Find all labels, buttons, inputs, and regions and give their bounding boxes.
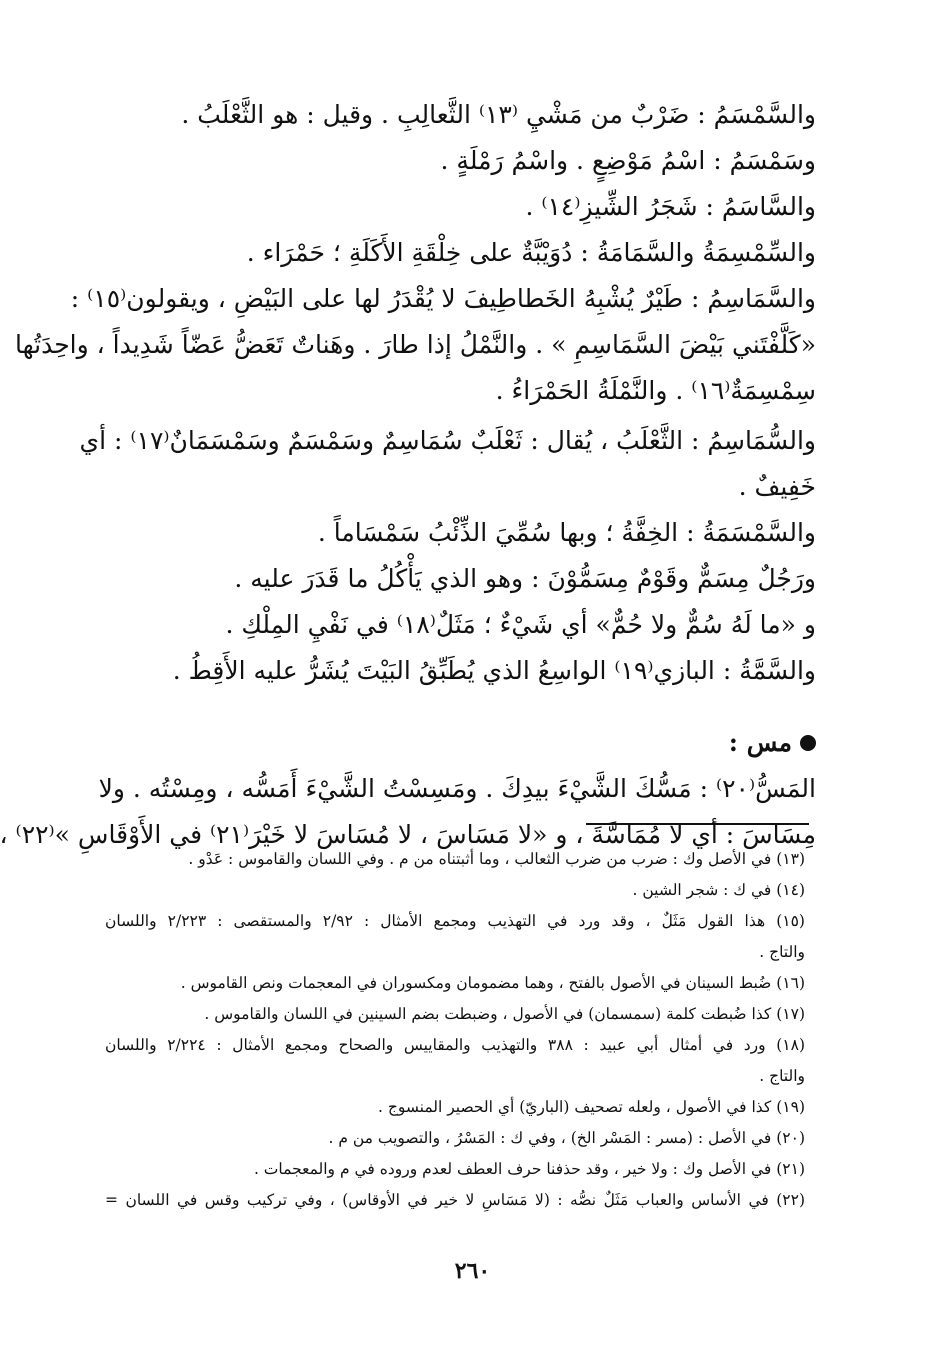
entry-line: والسُّمَاسِمُ : الثَّعْلَبُ ، يُقال : ثَعْلَبٌ سُمَاسِمٌ وسَمْسَمٌ وسَمْسَمَانٌ⁽١٧⁾ : أي <box>79 426 816 455</box>
footnotes <box>105 844 805 1216</box>
footnote: (٢٠) في الأصل : (مسر : المَسْر الخ) ، وفي ك : المَسْرُ ، والتصويب من م . <box>328 1129 805 1147</box>
footnote-divider <box>586 823 809 825</box>
footnote: (١٨) ورد في أمثال أبي عبيد : ٣٨٨ والتهذيب والمقاييس والصحاح ومجمع الأمثال : ٢/٢٢٤ واللسان <box>105 1036 805 1054</box>
footnote-continuation: والتاج . <box>759 943 805 961</box>
entry-line: وسَمْسَمُ : اسْمُ مَوْضِعٍ . واسْمُ رَمْلَةٍ . <box>440 146 816 175</box>
entry-line: والسَّمْسَمُ : ضَرْبٌ من مَشْيِ ⁽١٣⁾ الثَّعالِبِ . وقيل : هو الثَّعْلَبُ . <box>181 100 816 129</box>
section-line: مِسَاسَ : أي لا مُمَاسَّةَ ، و «لا مَسَاسَ ، لا مُسَاسَ لا خَيْرَ⁽٢١⁾ في الأَوْقَاسِ »⁽٢٢⁾ ، <box>0 820 816 849</box>
footnote: (١٤) في ك : شجر الشين . <box>632 881 805 899</box>
footnote: (١٦) ضُبط السينان في الأصول بالفتح ، وهما مضمومان ومكسوران في المعجمات ونص القاموس . <box>180 974 805 992</box>
entry-line: ورَجُلٌ مِسَمٌّ وقَوْمٌ مِسَمُّوْنَ : وهو الذي يَأْكُلُ ما قَدَرَ عليه . <box>234 564 816 593</box>
page-number: ٢٦٠ <box>454 1258 491 1284</box>
entry-line: والسِّمْسِمَةُ والسَّمَامَةُ : دُوَيْبَّةٌ على خِلْقَةِ الأَكَلَةِ ؛ حَمْرَاء . <box>246 238 816 267</box>
entry-line: و «ما لَهُ سُمٌّ ولا حُمٌّ» أي شَيْءٌ ؛ مَثَلٌ⁽١٨⁾ في نَفْيِ المِلْكِ . <box>225 610 816 639</box>
footnote: (٢١) في الأصل وك : ولا خير ، وقد حذفنا حرف العطف لعدم وروده في م والمعجمات . <box>253 1160 805 1178</box>
entry-line: سِمْسِمَةٌ⁽١٦⁾ . والنَّمْلَةُ الحَمْرَاءُ . <box>495 376 816 405</box>
entry-line: والسَّمَّةُ : البازي⁽١٩⁾ الواسِعُ الذي يُطَبِّقُ البَيْتَ يُشَرُّ عليه الأَقِطُ . <box>172 656 816 685</box>
entry-line: خَفِيفٌ . <box>738 472 816 501</box>
entry-line: والسَّمَاسِمُ : طَيْرٌ يُشْبِهُ الخَطاطِيفَ لا يُقْدَرُ لها على البَيْضِ ، ويقولون⁽١٥⁾ : <box>70 284 816 313</box>
section-heading <box>116 720 816 766</box>
bullet-icon <box>800 735 816 751</box>
section-heading-label: مس : <box>728 728 792 757</box>
footnote: (١٣) في الأصل وك : ضرب من ضرب الثعالب ، وما أثبتناه من م . وفي اللسان والقاموس : عَدْو . <box>188 850 805 868</box>
footnote: (١٩) كذا في الأصول ، ولعله تصحيف (الباريّ) أي الحصير المنسوج . <box>377 1098 805 1116</box>
entry-line: والسَّاسَمُ : شَجَرُ الشِّيزِ⁽١٤⁾ . <box>525 192 816 221</box>
footnote: (١٧) كذا ضُبطت كلمة (سمسمان) في الأصول ، وضبطت بضم السينين في اللسان والقاموس . <box>204 1005 805 1023</box>
main-text <box>0 92 816 858</box>
entry-line: «كَلَّفْتَني بَيْضَ السَّمَاسِمِ » . والنَّمْلُ إذا طارَ . وهَناتٌ تَعَضُّ عَضّاً شَدِيداً ، واحِدَتُها <box>15 330 816 359</box>
footnote-continuation: والتاج . <box>759 1067 805 1085</box>
entry-line: والسَّمْسَمَةُ : الخِفَّةُ ؛ وبها سُمِّيَ الذِّئْبُ سَمْسَاماً . <box>317 518 816 547</box>
footnote: (٢٢) في الأساس والعباب مَثَلٌ نصُّه : (لا مَسَاسِ لا خير في الأوقاس) ، وفي تركيب وقس في اللسان = <box>105 1191 805 1209</box>
footnote: (١٥) هذا القول مَثَلٌ ، وقد ورد في التهذيب ومجمع الأمثال : ٢/٩٢ والمستقصى : ٢/٢٢٣ واللسان <box>105 912 805 930</box>
section-line: المَسُّ⁽٢٠⁾ : مَسُّكَ الشَّيْءَ بيدِكَ . ومَسِسْتُ الشَّيْءَ أَمَسُّه ، ومِسْتُه . ولا <box>98 774 816 803</box>
